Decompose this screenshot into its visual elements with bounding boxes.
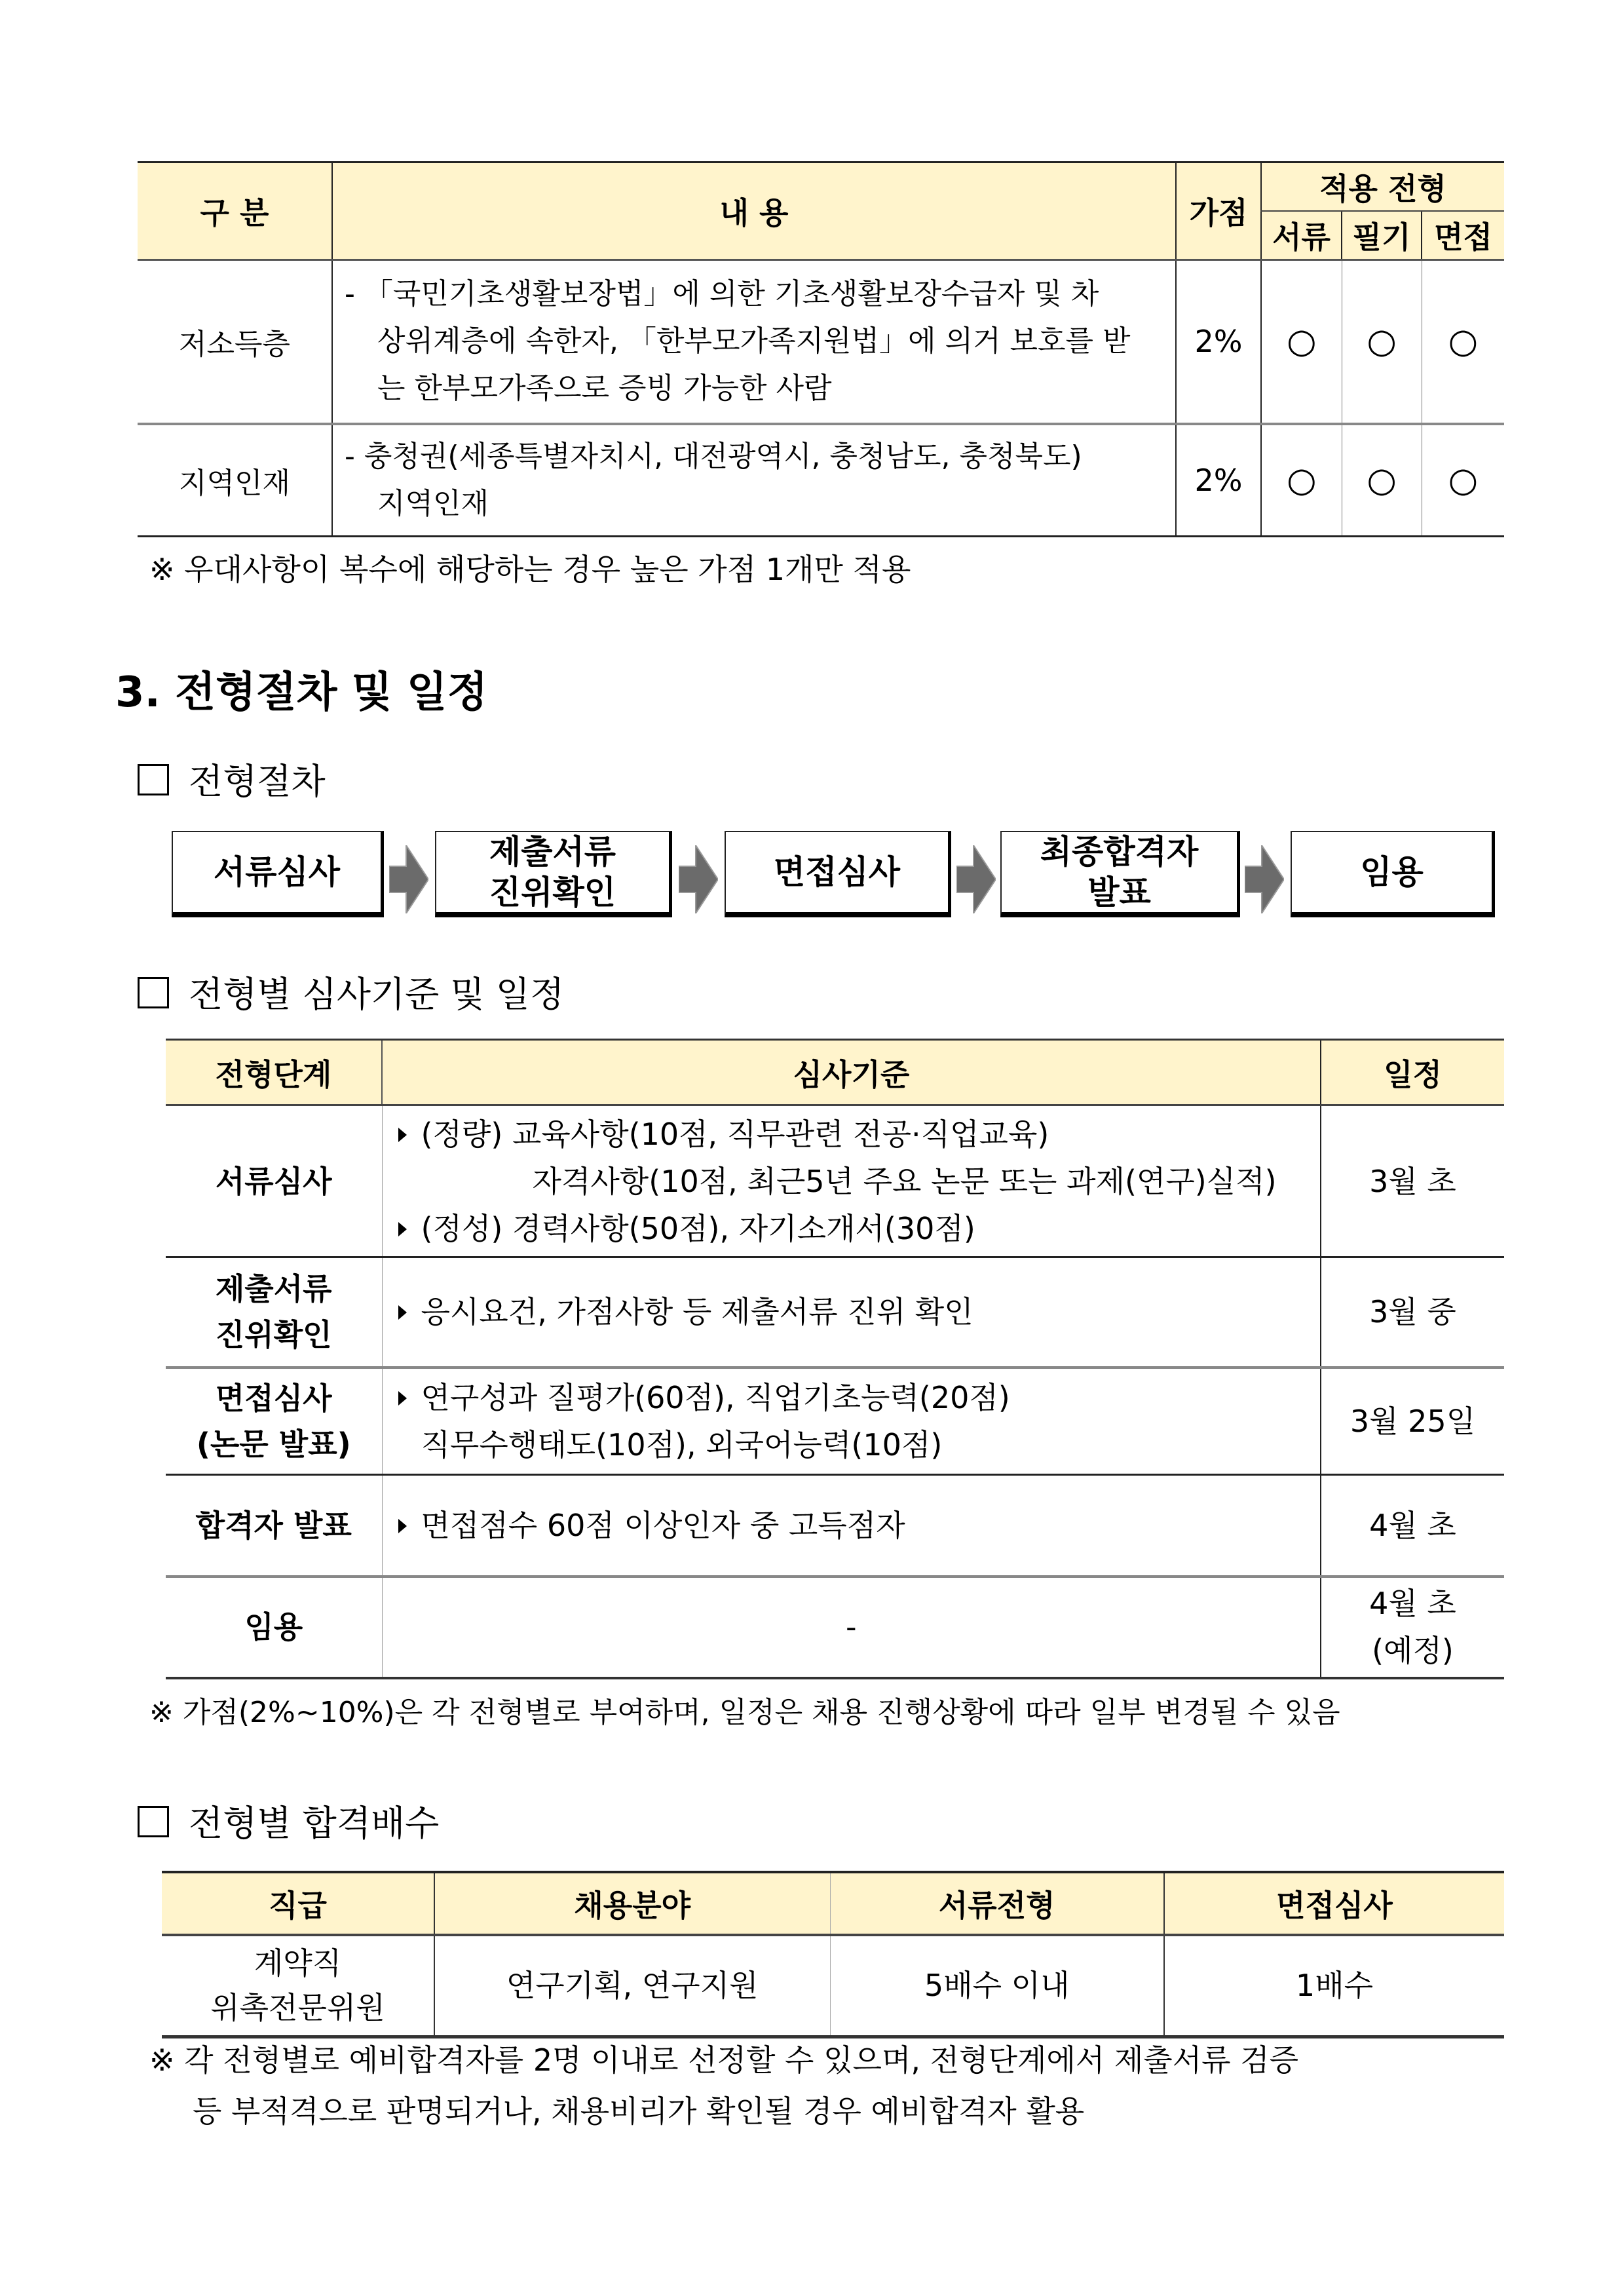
criteria-note: ※ 가점(2%~10%)은 각 전형별로 부여하며, 일정은 채용 진행상황에 따라 일부 변경될 수 있음 bbox=[149, 1696, 1340, 1729]
header-schedule: 일정 bbox=[1321, 1040, 1504, 1105]
criteria-cell bbox=[382, 1475, 1321, 1577]
criteria-text: (정량) 교육사항(10점, 직무관련 전공·직업교육) bbox=[421, 1116, 1049, 1152]
content-line: 는 한부모가족으로 증빙 가능한 사람 bbox=[377, 372, 832, 406]
schedule-line: 4월 초 bbox=[1369, 1586, 1456, 1621]
criteria-cell: - bbox=[382, 1577, 1321, 1678]
document-ratio-cell: 5배수 이내 bbox=[830, 1935, 1164, 2037]
preference-table bbox=[138, 161, 1504, 537]
step-label: 임용 bbox=[1360, 853, 1424, 891]
step-label: 발표 bbox=[1087, 873, 1151, 911]
header-stage-interview: 면접 bbox=[1422, 211, 1504, 260]
criteria-cell bbox=[382, 1105, 1321, 1257]
header-category: 구 분 bbox=[138, 163, 332, 260]
stage-name: 합격자 발표 bbox=[166, 1475, 382, 1577]
step-appointment bbox=[1291, 831, 1495, 917]
table-row bbox=[166, 1105, 1504, 1257]
content-line: 상위계층에 속한자, 「한부모가족지원법」에 의거 보호를 받 bbox=[377, 324, 1131, 358]
subtitle-criteria bbox=[138, 966, 564, 1017]
arrow-right-icon bbox=[389, 845, 428, 913]
header-stage: 전형단계 bbox=[166, 1040, 382, 1105]
step-label: 면접심사 bbox=[773, 853, 901, 891]
header-grade: 직급 bbox=[162, 1872, 434, 1935]
stage-name bbox=[166, 1368, 382, 1475]
header-document: 서류전형 bbox=[830, 1872, 1164, 1935]
header-content: 내 용 bbox=[332, 163, 1176, 260]
stage-name: 임용 bbox=[166, 1577, 382, 1678]
bullet-icon bbox=[398, 1391, 407, 1406]
header-criteria: 심사기준 bbox=[382, 1040, 1321, 1105]
checkbox-icon bbox=[138, 977, 169, 1008]
table-row bbox=[138, 424, 1504, 537]
bullet-icon bbox=[398, 1305, 407, 1320]
subtitle-pass-ratio bbox=[138, 1795, 439, 1846]
criteria-text: 연구성과 질평가(60점), 직업기초능력(20점) bbox=[421, 1379, 1010, 1415]
header-bonus: 가점 bbox=[1176, 163, 1261, 260]
criteria-text: (정성) 경력사항(50점), 자기소개서(30점) bbox=[421, 1210, 975, 1246]
table-row bbox=[166, 1475, 1504, 1577]
field-cell: 연구기획, 연구지원 bbox=[434, 1935, 830, 2037]
step-document-verification bbox=[435, 831, 672, 917]
header-interview: 면접심사 bbox=[1164, 1872, 1504, 1935]
criteria-cell bbox=[382, 1368, 1321, 1475]
bullet-icon bbox=[398, 1222, 407, 1236]
header-field: 채용분야 bbox=[434, 1872, 830, 1935]
subtitle-text: 전형별 심사기준 및 일정 bbox=[189, 974, 565, 1015]
step-interview bbox=[725, 831, 951, 917]
schedule-cell: 3월 중 bbox=[1321, 1257, 1504, 1368]
step-label: 서류심사 bbox=[213, 853, 341, 891]
table-row bbox=[166, 1368, 1504, 1475]
content-line: - 「국민기초생활보장법」에 의한 기초생활보장수급자 및 차 bbox=[345, 277, 1099, 311]
criteria-text: 응시요건, 가점사항 등 제출서류 진위 확인 bbox=[421, 1294, 973, 1330]
criteria-line bbox=[398, 1502, 1321, 1549]
arrow-right-icon bbox=[679, 845, 718, 913]
schedule-cell: 4월 초 bbox=[1321, 1475, 1504, 1577]
applied-mark: ○ bbox=[1422, 260, 1504, 424]
step-label: 최종합격자 bbox=[1040, 833, 1199, 871]
criteria-line bbox=[398, 1288, 1321, 1335]
criteria-line bbox=[398, 1374, 1321, 1421]
header-applied-stages: 적용 전형 bbox=[1261, 163, 1504, 212]
bullet-icon bbox=[398, 1519, 407, 1533]
pass-ratio-table bbox=[162, 1871, 1504, 2038]
header-stage-written: 필기 bbox=[1342, 211, 1422, 260]
criteria-line bbox=[398, 1158, 1321, 1205]
table-row bbox=[166, 1577, 1504, 1678]
table-row bbox=[166, 1257, 1504, 1368]
applied-mark: ○ bbox=[1342, 260, 1422, 424]
row-content bbox=[332, 424, 1176, 537]
applied-mark: ○ bbox=[1342, 424, 1422, 537]
criteria-text: 면접점수 60점 이상인자 중 고득점자 bbox=[421, 1507, 905, 1543]
step-label: 제출서류 bbox=[489, 833, 616, 871]
subtitle-text: 전형별 합격배수 bbox=[189, 1803, 440, 1844]
grade-line: 계약직 bbox=[254, 1945, 342, 1981]
step-document-review bbox=[172, 831, 384, 917]
stage-line: 면접심사 bbox=[215, 1380, 332, 1416]
arrow-right-icon bbox=[1245, 845, 1284, 913]
note-line: 등 부적격으로 판명되거나, 채용비리가 확인될 경우 예비합격자 활용 bbox=[193, 2094, 1085, 2129]
table-row bbox=[138, 260, 1504, 424]
row-content bbox=[332, 260, 1176, 424]
applied-mark: ○ bbox=[1261, 424, 1342, 537]
schedule-line: (예정) bbox=[1372, 1633, 1454, 1668]
checkbox-icon bbox=[138, 1806, 169, 1837]
criteria-cell bbox=[382, 1257, 1321, 1368]
grade-cell bbox=[162, 1935, 434, 2037]
row-category: 저소득층 bbox=[138, 260, 332, 424]
step-final-announcement bbox=[1000, 831, 1240, 917]
stage-name bbox=[166, 1257, 382, 1368]
preference-note: ※ 우대사항이 복수에 해당하는 경우 높은 가점 1개만 적용 bbox=[149, 552, 911, 587]
table-row bbox=[162, 1935, 1504, 2037]
criteria-line bbox=[398, 1205, 1321, 1252]
criteria-text: 직무수행태도(10점), 외국어능력(10점) bbox=[421, 1426, 943, 1463]
schedule-cell: 3월 초 bbox=[1321, 1105, 1504, 1257]
row-bonus: 2% bbox=[1176, 424, 1261, 537]
row-bonus: 2% bbox=[1176, 260, 1261, 424]
content-line: - 충청권(세종특별자치시, 대전광역시, 충청남도, 충청북도) bbox=[345, 439, 1082, 473]
criteria-table bbox=[166, 1039, 1504, 1679]
step-label: 진위확인 bbox=[489, 873, 616, 911]
pass-ratio-note bbox=[149, 2035, 1298, 2137]
stage-line: 제출서류 bbox=[215, 1271, 332, 1307]
subtitle-procedure bbox=[138, 754, 326, 804]
schedule-cell: 3월 25일 bbox=[1321, 1368, 1504, 1475]
checkbox-icon bbox=[138, 764, 169, 795]
header-stage-document: 서류 bbox=[1261, 211, 1342, 260]
applied-mark: ○ bbox=[1261, 260, 1342, 424]
criteria-line bbox=[398, 1421, 1321, 1468]
bullet-icon bbox=[398, 1128, 407, 1142]
note-line: ※ 각 전형별로 예비합격자를 2명 이내로 선정할 수 있으며, 전형단계에서 제출서류 검증 bbox=[149, 2042, 1299, 2078]
schedule-cell bbox=[1321, 1577, 1504, 1678]
stage-line: (논문 발표) bbox=[196, 1426, 351, 1462]
grade-line: 위촉전문위원 bbox=[210, 1990, 385, 2026]
interview-ratio-cell: 1배수 bbox=[1164, 1935, 1504, 2037]
criteria-line bbox=[398, 1111, 1321, 1158]
section-title: 3. 전형절차 및 일정 bbox=[115, 668, 488, 717]
arrow-right-icon bbox=[956, 845, 996, 913]
row-category: 지역인재 bbox=[138, 424, 332, 537]
content-line: 지역인재 bbox=[377, 486, 489, 520]
criteria-text: 자격사항(10점, 최근5년 주요 논문 또는 과제(연구)실적) bbox=[532, 1163, 1277, 1199]
applied-mark: ○ bbox=[1422, 424, 1504, 537]
stage-name: 서류심사 bbox=[166, 1105, 382, 1257]
subtitle-text: 전형절차 bbox=[189, 761, 326, 802]
stage-line: 진위확인 bbox=[215, 1317, 332, 1353]
